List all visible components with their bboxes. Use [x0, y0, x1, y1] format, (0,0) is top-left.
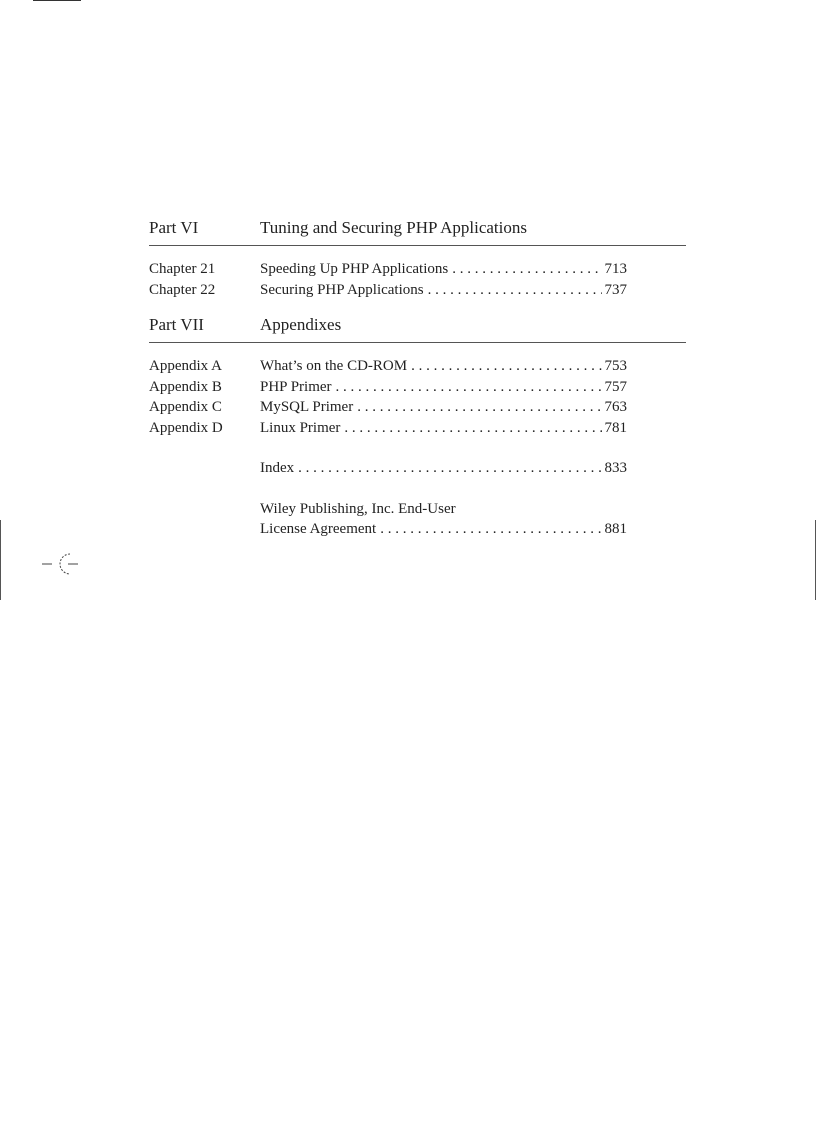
entry-title: What’s on the CD-ROM	[260, 358, 408, 374]
part-title: Tuning and Securing PHP Applications	[260, 218, 527, 237]
entry-number: Chapter 22	[149, 281, 216, 298]
entry-title: MySQL Primer	[260, 399, 354, 415]
toc-row[interactable]	[149, 379, 686, 400]
entry-page: 757	[604, 378, 627, 395]
dot-leader	[407, 358, 601, 375]
part-label: Part VII	[149, 315, 204, 334]
part-label: Part VI	[149, 218, 199, 237]
dot-leader	[376, 521, 601, 538]
dot-leader	[448, 261, 601, 278]
dot-leader	[340, 420, 601, 437]
license-title-line1: Wiley Publishing, Inc. End-User	[260, 500, 456, 517]
license-title-line2: License Agreement	[260, 521, 377, 537]
entry-title: Speeding Up PHP Applications	[260, 261, 449, 277]
entry-page: 737	[604, 281, 627, 298]
part-section	[149, 218, 686, 302]
toc-row[interactable]	[149, 420, 686, 441]
part-heading	[149, 315, 686, 343]
entry-title: Linux Primer	[260, 419, 341, 436]
part-heading	[149, 218, 686, 246]
table-of-contents	[149, 218, 686, 542]
index-section	[149, 460, 686, 481]
license-section	[149, 501, 686, 542]
entry-number: Appendix B	[149, 378, 222, 395]
crop-mark-top	[33, 0, 81, 1]
entry-page: 881	[604, 521, 627, 537]
entry-number: Chapter 21	[149, 261, 216, 277]
entry-list	[149, 261, 686, 302]
toc-row[interactable]	[149, 261, 686, 282]
entry-title: Securing PHP Applications	[260, 281, 424, 298]
toc-row[interactable]	[149, 358, 686, 379]
toc-row-index[interactable]	[149, 460, 686, 481]
entry-page: 781	[604, 419, 627, 436]
entry-page: 763	[604, 399, 627, 415]
entry-number: Appendix A	[149, 358, 222, 374]
dot-leader	[424, 282, 602, 299]
entry-page: 753	[604, 358, 627, 374]
dot-leader	[332, 379, 602, 396]
entry-title: PHP Primer	[260, 378, 332, 395]
entry-number: Appendix D	[149, 419, 223, 436]
part-section	[149, 315, 686, 440]
toc-row[interactable]	[149, 282, 686, 303]
entry-page: 833	[604, 460, 627, 476]
toc-row[interactable]	[149, 399, 686, 420]
part-title: Appendixes	[260, 315, 342, 334]
entry-list	[149, 358, 686, 440]
trim-mark-left	[0, 520, 1, 600]
registration-mark-icon	[40, 548, 80, 578]
entry-title: Index	[260, 460, 295, 476]
entry-page: 713	[604, 261, 627, 277]
toc-row-license[interactable]	[149, 521, 686, 542]
dot-leader	[353, 399, 601, 416]
dot-leader	[294, 460, 601, 477]
entry-number: Appendix C	[149, 399, 222, 415]
